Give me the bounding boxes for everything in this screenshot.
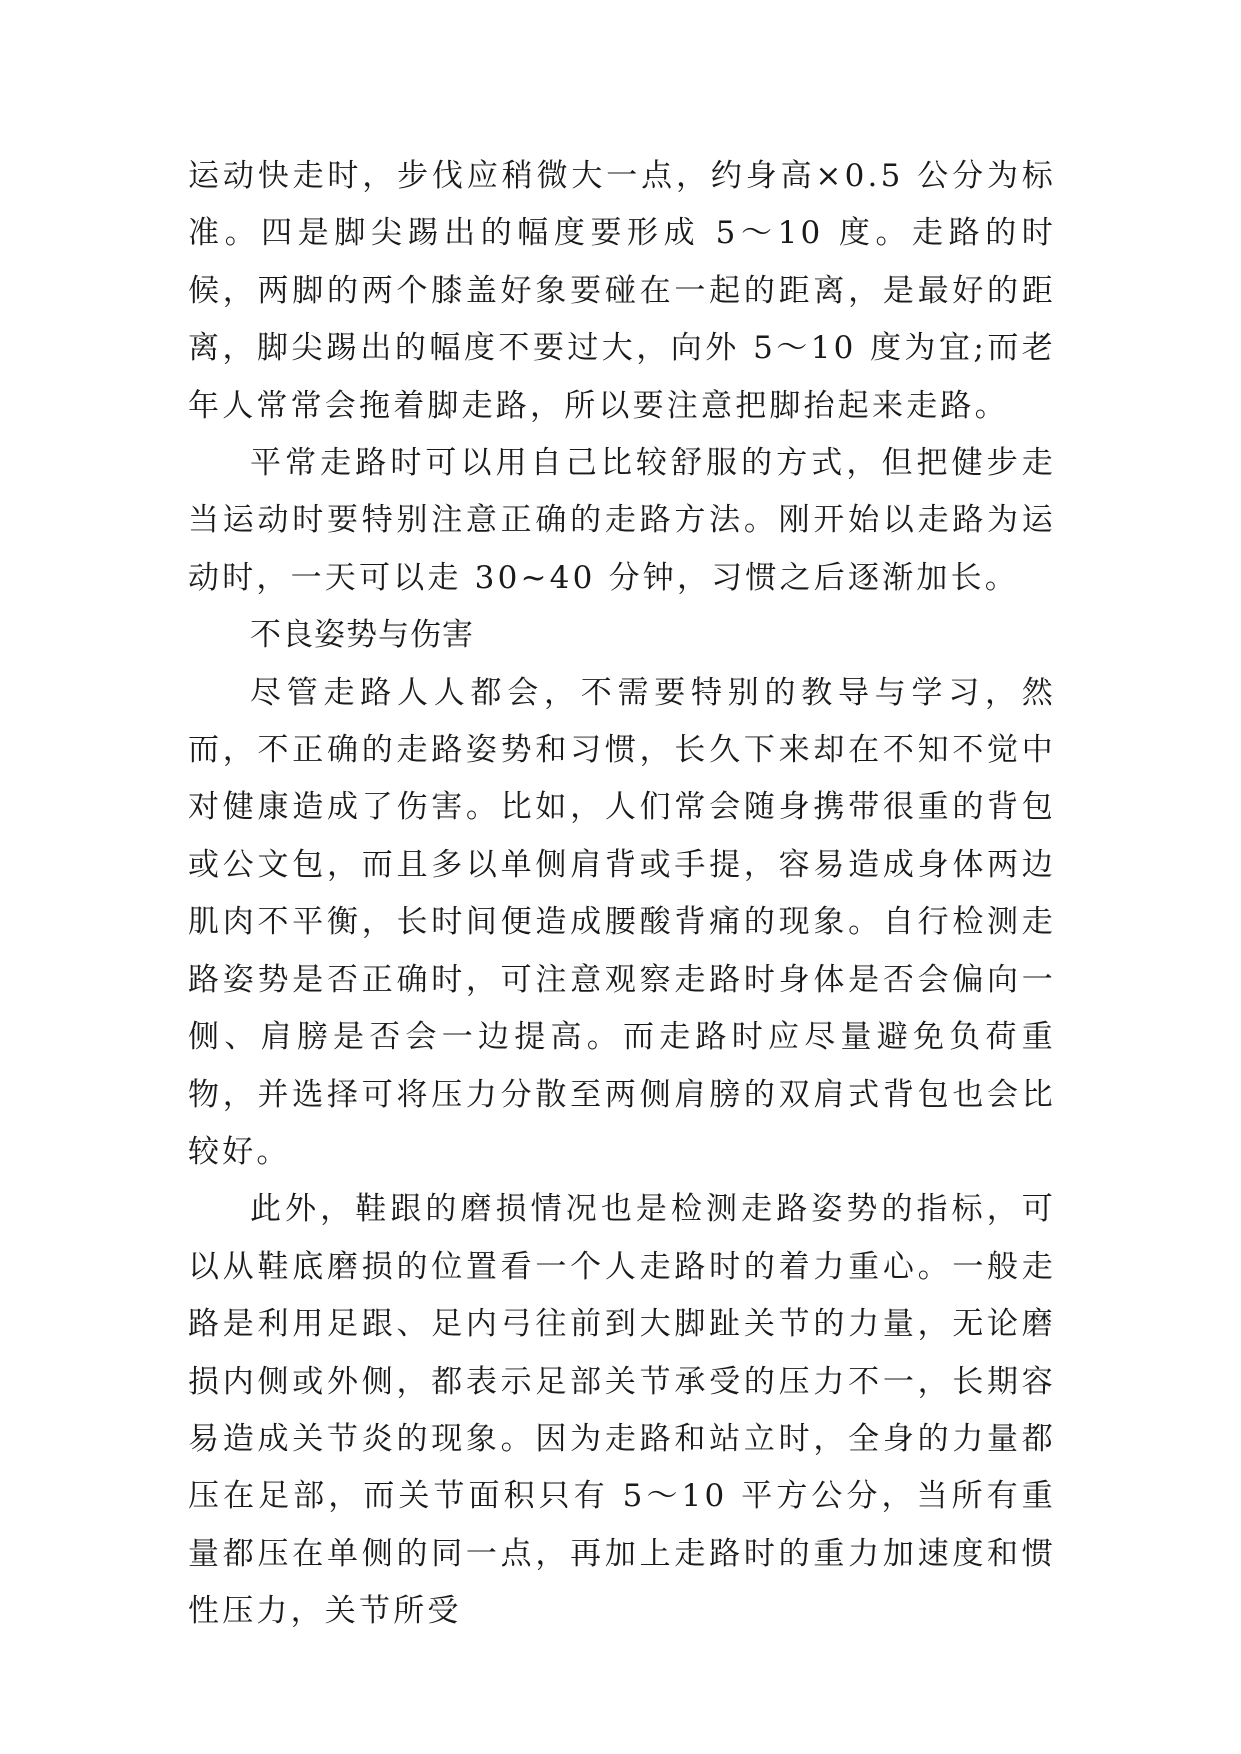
paragraph-walking-method: 平常走路时可以用自己比较舒服的方式，但把健步走当运动时要特别注意正确的走路方法。刚开始以走路为运动时，一天可以走 30~40 分钟，习惯之后逐渐加长。 [188,445,1056,596]
paragraph-walking-stride: 运动快走时，步伐应稍微大一点，约身高×0.5 公分为标准。四是脚尖踢出的幅度要形成 5～10 度。走路的时候，两脚的两个膝盖好象要碰在一起的距离，是最好的距离，脚尖踢出的幅度不要过大，向外 5～10 度为宜;而老年人常常会拖着脚走路，所以要注意把脚抬起来走路。 [188,158,1056,424]
paragraph-shoe-wear: 此外，鞋跟的磨损情况也是检测走路姿势的指标，可以从鞋底磨损的位置看一个人走路时的着力重心。一般走路是利用足跟、足内弓往前到大脚趾关节的力量，无论磨损内侧或外侧，都表示足部关节承受的压力不一，长期容易造成关节炎的现象。因为走路和站立时，全身的力量都压在足部，而关节面积只有 5～10 平方公分，当所有重量都压在单侧的同一点，再加上走路时的重力加速度和惯性压力，关节所受 [188,1191,1056,1630]
document-body [188,148,1056,1641]
section-heading-bad-posture: 不良姿势与伤害 [250,617,474,654]
paragraph-bad-posture: 尽管走路人人都会，不需要特别的教导与学习，然而，不正确的走路姿势和习惯，长久下来却在不知不觉中对健康造成了伤害。比如，人们常会随身携带很重的背包或公文包，而且多以单侧肩背或手提，容易造成身体两边肌肉不平衡，长时间便造成腰酸背痛的现象。自行检测走路姿势是否正确时，可注意观察走路时身体是否会偏向一侧、肩膀是否会一边提高。而走路时应尽量避免负荷重物，并选择可将压力分散至两侧肩膀的双肩式背包也会比较好。 [188,674,1056,1170]
